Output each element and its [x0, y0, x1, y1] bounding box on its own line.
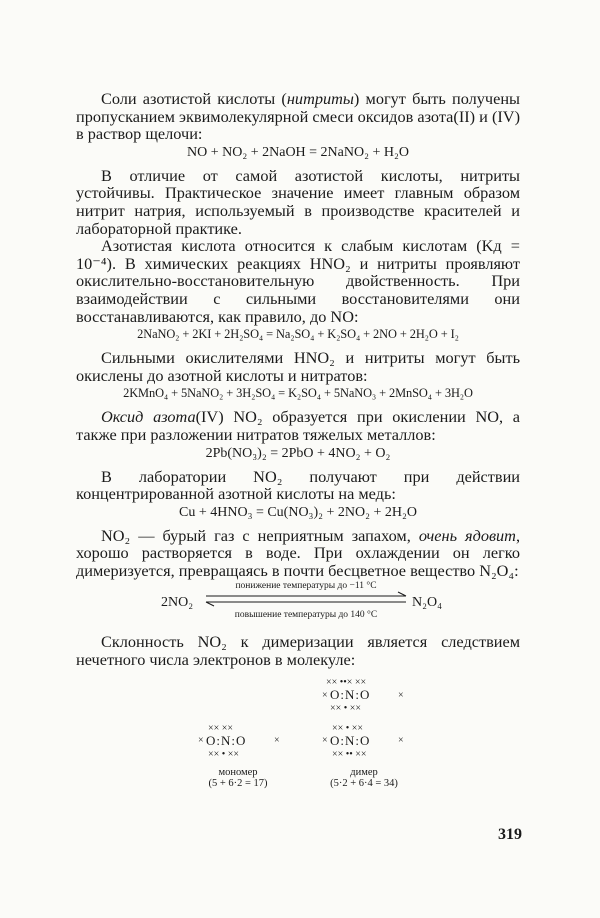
paragraph-nitrogen-dioxide: [76, 408, 520, 443]
svg-text:×: ×: [322, 689, 328, 701]
monomer-label: мономер: [218, 766, 258, 778]
dimer-label: димер: [350, 766, 378, 778]
italic-term-poisonous: очень ядовит: [418, 525, 516, 545]
svg-text:×: ×: [398, 689, 404, 701]
monomer-caption: [188, 767, 288, 789]
text-run: ) могут быть получены пропусканием эквимолекулярной смеси оксидов азота(II) и (IV) в раствор щелочи:: [76, 89, 520, 144]
svg-text:×: ×: [322, 734, 328, 746]
equilibrium-arrows-icon: [204, 591, 408, 607]
svg-text:×× • ××: ×× • ××: [332, 722, 364, 734]
lower-condition: повышение температуры до 140 °С: [234, 610, 378, 621]
monomer-molecule: [198, 723, 280, 760]
paragraph-laboratory: В лаборатории NO₂ получают при действии концентрированной азотной кислоты на медь:: [76, 466, 520, 504]
italic-term-oxide: Оксид азота: [101, 407, 196, 427]
equation-5: Cu + 4HNO₃ = Cu(NO₃)₂ + 2NO₂ + 2H₂O: [179, 504, 417, 520]
text-run: Соли азотистой кислоты (: [101, 89, 287, 108]
dimer-caption: [314, 767, 414, 789]
equilibrium-lhs: 2NO₂: [161, 595, 194, 611]
dimer-bottom-formula: O:N:O: [330, 732, 371, 748]
lewis-structure-drawing: [76, 671, 520, 803]
equilibrium-equation: [76, 581, 520, 625]
equation-1: NO + NO₂ + 2NaOH = 2NaNO₂ + H₂O: [187, 144, 409, 160]
dimer-bottom-molecule: [322, 723, 404, 760]
equation-4: 2Pb(NO₃)₂ = 2PbO + 4NO₂ + O₂: [205, 445, 391, 461]
paragraph-nitrite-salts: [76, 90, 520, 143]
text-run: (IV) NO₂ образуется при окислении NO, а также при разложении нитратов тяжелых металлов:: [76, 407, 520, 444]
text-run: , хорошо растворяется в воде. При охлаждении он легко димеризуется, превращаясь в почти бесцветное вещество N₂O₄:: [76, 525, 521, 580]
page-body: [76, 90, 520, 803]
svg-text:×: ×: [198, 734, 204, 746]
svg-text:×× • ××: ×× • ××: [208, 748, 240, 760]
paragraph-dimerization: Склонность NO₂ к димеризации является следствием нечетного числа электронов в молекуле:: [76, 632, 520, 670]
monomer-electron-count: (5 + 6·2 = 17): [208, 777, 268, 789]
paragraph-nitrite-stability: В отличие от самой азотистой кислоты, нитриты устойчивы. Практическое значение имеет главным образом нитрит натрия, используемый в производстве красителей и лабораторной практике.: [76, 165, 520, 238]
svg-text:×× ••× ××: ×× ••× ××: [326, 676, 367, 688]
paragraph-nitrous-acid: Азотистая кислота относится к слабым кислотам (Kд = 10⁻⁴). В химических реакциях HNO₂ и нитриты проявляют окислительно-восстановительную двойственность. При взаимодействии с сильными восстановителями они восстанавливаются, как правило, до NO:: [76, 236, 520, 326]
svg-text:×× ××: ×× ××: [208, 722, 234, 734]
lewis-structures: [76, 671, 520, 803]
equation-3: 2KMnO₄ + 5NaNO₂ + 3H₂SO₄ = K₂SO₄ + 5NaNO₃ + 2MnSO₄ + 3H₂O: [123, 386, 473, 401]
dimer-top-formula: O:N:O: [330, 686, 371, 702]
dimer-electron-count: (5·2 + 6·4 = 34): [330, 777, 398, 789]
equilibrium-rhs: N₂O₄: [412, 595, 442, 611]
monomer-formula: O:N:O: [206, 732, 247, 748]
svg-text:×× • ××: ×× • ××: [330, 702, 362, 714]
svg-text:×× •• ××: ×× •• ××: [332, 748, 367, 760]
upper-condition: понижение температуры до −11 °С: [235, 581, 377, 592]
text-run: NO₂ — бурый газ с неприятным запахом,: [101, 525, 419, 545]
svg-text:×: ×: [398, 734, 404, 746]
svg-text:×: ×: [274, 734, 280, 746]
paragraph-properties: [76, 527, 520, 580]
paragraph-oxidation: Сильными окислителями HNO₂ и нитриты могут быть окислены до азотной кислоты и нитратов:: [76, 348, 520, 385]
equation-2: 2NaNO₂ + 2KI + 2H₂SO₄ = Na₂SO₄ + K₂SO₄ + 2NO + 2H₂O + I₂: [137, 327, 459, 342]
italic-term-nitrites: нитриты: [286, 89, 354, 108]
dimer-top-molecule: [322, 677, 404, 714]
page-number: 319: [498, 826, 522, 843]
